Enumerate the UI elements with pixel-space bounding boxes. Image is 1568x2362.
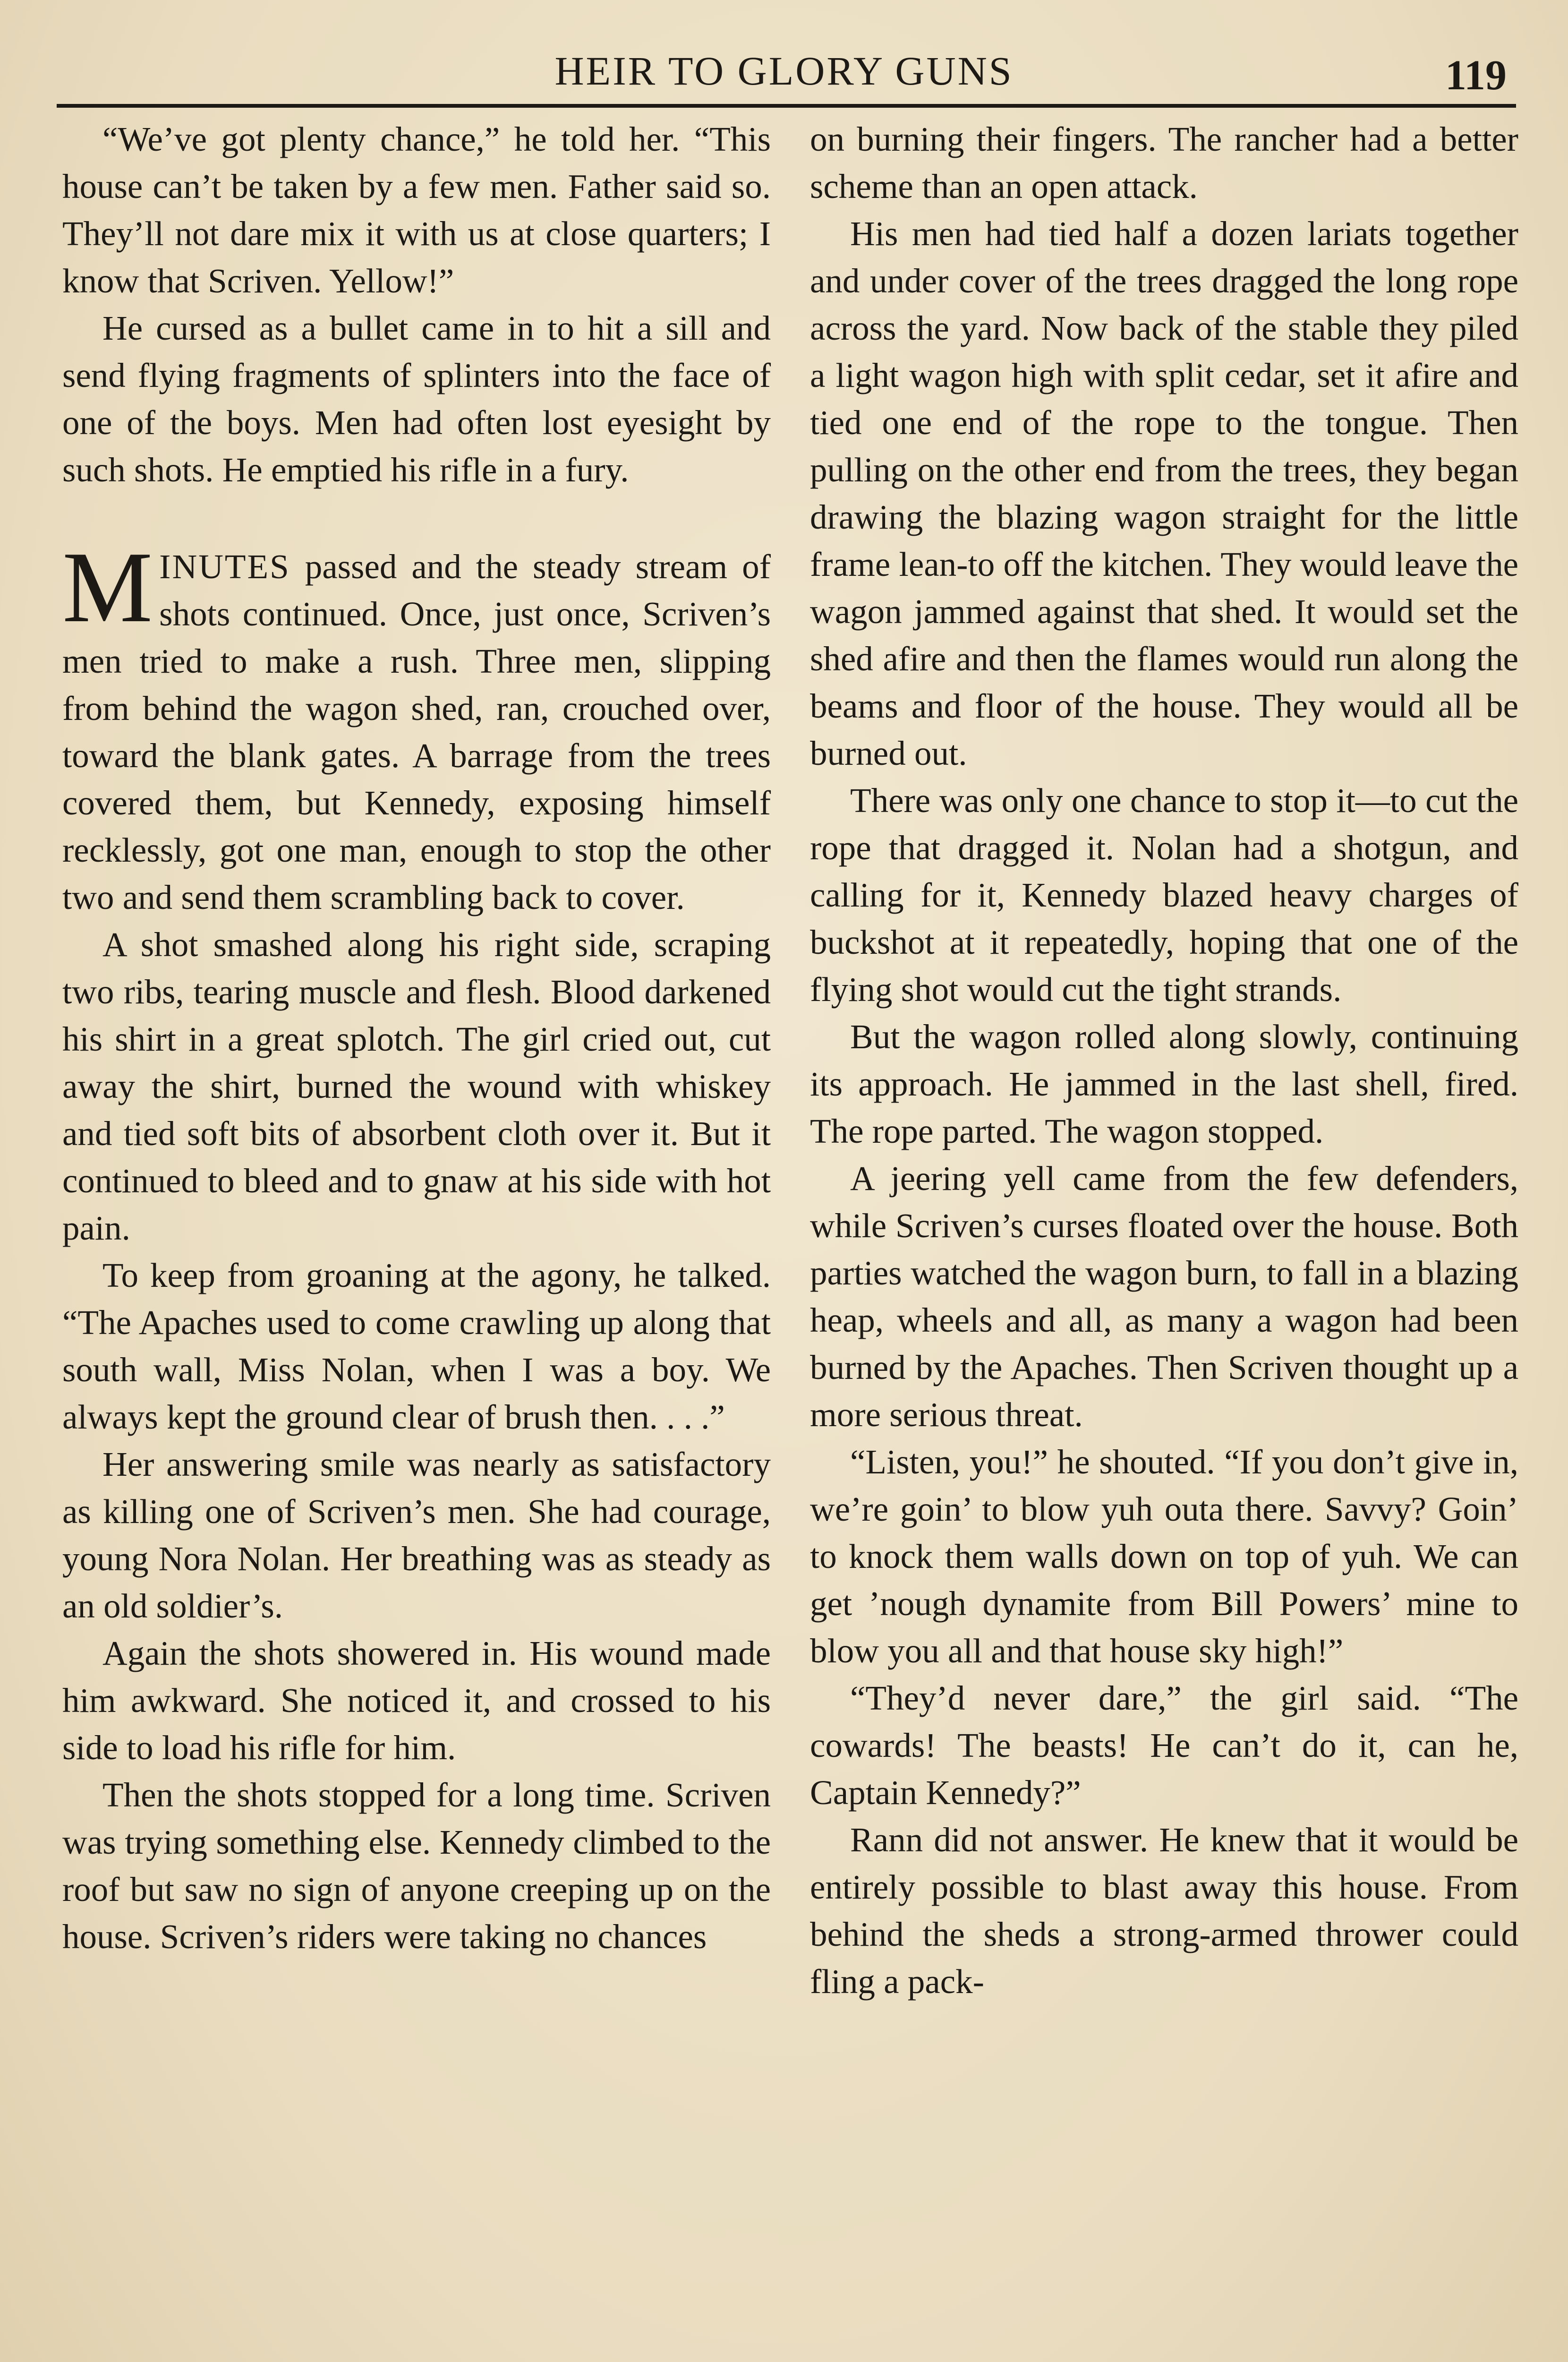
drop-cap: M (62, 531, 153, 643)
paragraph: Then the shots stopped for a long time. Scriven was trying something else. Kennedy climbed to the roof but saw no sign of anyone creeping up on the house. Scriven’s riders were taking no chances (62, 1776, 771, 1956)
paragraph: There was only one chance to stop it—to cut the rope that dragged it. Nolan had a shotgun, and calling for it, Kennedy blazed heavy charges of buckshot at it repeatedly, hoping that one of the flying shot would cut the tight strands. (810, 781, 1518, 1009)
page-number: 119 (1445, 52, 1507, 99)
section-opening-paragraph (62, 531, 771, 921)
paragraph: But the wagon rolled along slowly, continuing its approach. He jammed in the last shell, fired. The rope parted. The wagon stopped. (810, 1018, 1518, 1150)
paragraph-continued: on burning their fingers. The rancher had a better scheme than an open attack. (810, 120, 1518, 205)
paragraph: His men had tied half a dozen lariats together and under cover of the trees dragged the long rope across the yard. Now back of the stable they piled a light wagon high with split cedar, set it afire and tied one end of the rope to the tongue. Then pulling on the other end from the trees, they began drawing the blazing wagon straight for the little frame lean-to off the kitchen. They would leave the wagon jammed against that shed. It would set the shed afire and then the flames would run along the beams and floor of the house. They would all be burned out. (810, 214, 1518, 772)
running-head: HEIR TO GLORY GUNS (554, 48, 1014, 94)
paragraph: Her answering smile was nearly as satisfactory as killing one of Scriven’s men. She had courage, young Nora Nolan. Her breathing was as steady as an old soldier’s. (62, 1445, 771, 1625)
paragraph: Rann did not answer. He knew that it would be entirely possible to blast away this house. From behind the sheds a strong-armed thrower could fling a pack- (810, 1821, 1518, 2001)
paragraph-text: passed and the steady stream of shots continued. Once, just once, Scriven’s men tried to make a rush. Three men, slipping from behind the wagon shed, ran, crouched over, toward the blank gates. A barrage from the trees covered them, but Kennedy, exposing himself recklessly, got one man, enough to stop the other two and send them scrambling back to cover. (62, 548, 771, 916)
paragraph: “They’d never dare,” the girl said. “The cowards! The beasts! He can’t do it, can he, Captain Kennedy?” (810, 1679, 1518, 1812)
lead-in-word: INUTES (159, 548, 290, 586)
page-header (52, 40, 1516, 102)
right-column (810, 116, 1518, 2005)
paragraph: A shot smashed along his right side, scraping two ribs, tearing muscle and flesh. Blood darkened his shirt in a great splotch. The girl cried out, cut away the shirt, burned the wound with whiskey and tied soft bits of absorbent cloth over it. But it continued to bleed and to gnaw at his side with hot pain. (62, 925, 771, 1247)
paragraph: A jeering yell came from the few defenders, while Scriven’s curses floated over the house. Both parties watched the wagon burn, to fall in a blazing heap, wheels and all, as many a wagon had been burned by the Apaches. Then Scriven thought up a more serious threat. (810, 1159, 1518, 1434)
header-rule (57, 104, 1516, 108)
paragraph: Again the shots showered in. His wound made him awkward. She noticed it, and crossed to his side to load his rifle for him. (62, 1634, 771, 1767)
paragraph: To keep from groaning at the agony, he talked. “The Apaches used to come crawling up along that south wall, Miss Nolan, when I was a boy. We always kept the ground clear of brush then. . . .” (62, 1256, 771, 1436)
paragraph: “Listen, you!” he shouted. “If you don’t give in, we’re goin’ to blow yuh outa there. Savvy? Goin’ to knock them walls down on top of yuh. We can get ’nough dynamite from Bill Powers’ mine to blow you all and that house sky high!” (810, 1443, 1518, 1670)
paragraph: “We’ve got plenty chance,” he told her. “This house can’t be taken by a few men. Father said so. They’ll not dare mix it with us at close quarters; I know that Scriven. Yellow!” (62, 120, 771, 300)
paragraph: He cursed as a bullet came in to hit a sill and send flying fragments of splinters into the face of one of the boys. Men had often lost eyesight by such shots. He emptied his rifle in a fury. (62, 309, 771, 489)
left-column (62, 116, 771, 1960)
